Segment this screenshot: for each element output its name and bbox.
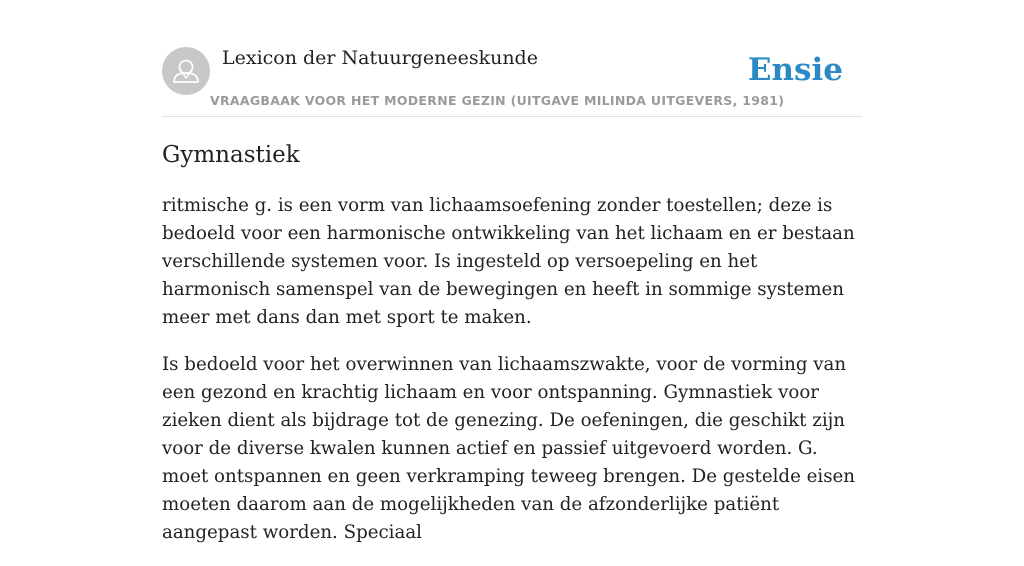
ensie-logo[interactable]: Ensie xyxy=(747,52,843,88)
source-subtitle: VRAAGBAAK VOOR HET MODERNE GEZIN (UITGAVE MILINDA UITGEVERS, 1981) xyxy=(210,93,785,108)
article-title: Gymnastiek xyxy=(162,142,300,168)
article-paragraph: Is bedoeld voor het overwinnen van lichaamszwakte, voor de vorming van een gezond en krachtig lichaam en voor ontspanning. Gymnastiek voor zieken dient als bijdrage tot de genezing. De oefeningen, die geschikt zijn voor de diverse kwalen kunnen actief en passief uitgevoerd worden. G. moet ontspannen en geen verkramping teweeg brengen. De gestelde eisen moeten daarom aan de mogelijkheden van de afzonderlijke patiënt aangepast worden. Speciaal xyxy=(162,354,855,543)
source-title[interactable]: Lexicon der Natuurgeneeskunde xyxy=(222,47,538,69)
user-silhouette-icon xyxy=(162,47,210,95)
source-header xyxy=(162,46,862,117)
article-body xyxy=(162,192,862,566)
article-paragraph: ritmische g. is een vorm van lichaamsoefening zonder toestellen; deze is bedoeld voor een harmonische ontwikkeling van het lichaam en er bestaan verschillende systemen voor. Is ingesteld op versoepeling en het harmonisch samenspel van de bewegingen en heeft in sommige systemen meer met dans dan met sport te maken. xyxy=(162,195,855,328)
